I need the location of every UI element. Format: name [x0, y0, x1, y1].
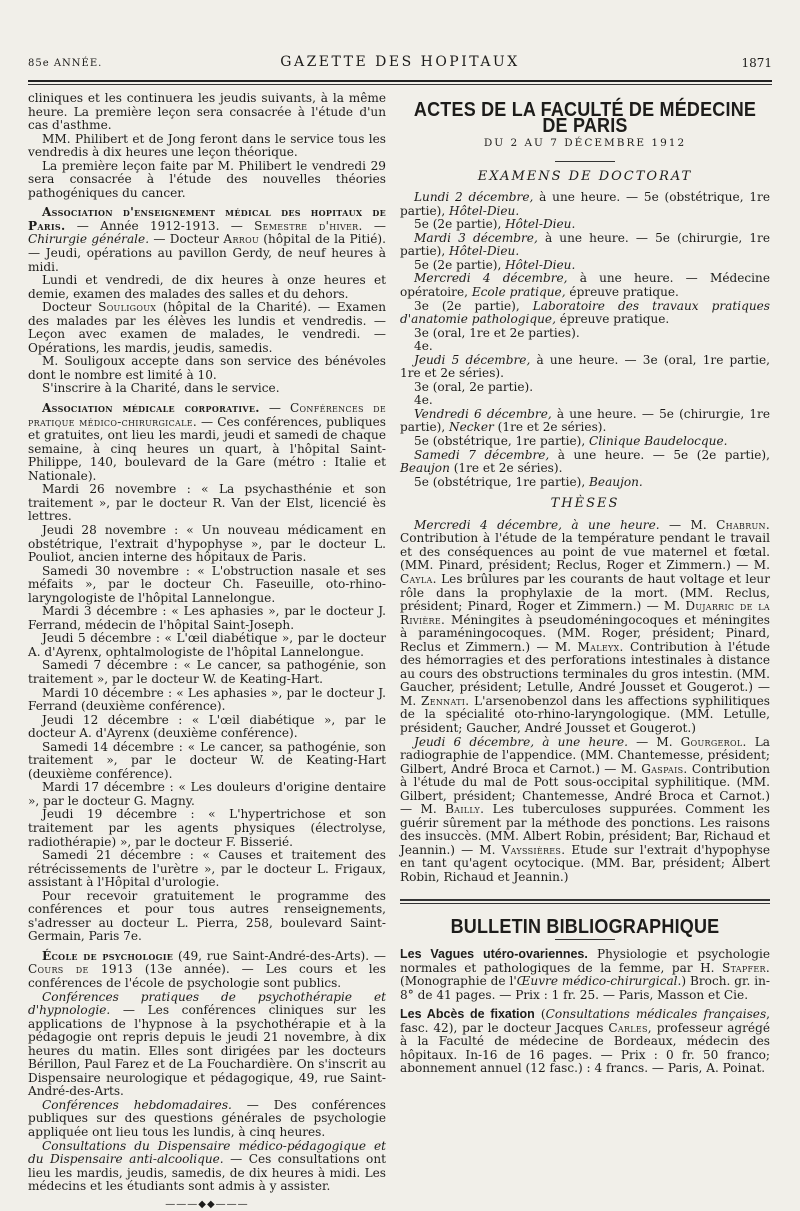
text: Semestre d'hiver. — [254, 218, 363, 233]
paragraph: Lundi et vendredi, de dix heures à onze heures et demie, examen des malades des salles et du dehors. — [28, 273, 386, 301]
book-title: Les Vagues utéro-ovariennes. — [400, 947, 588, 962]
text: 3e (2e partie), — [414, 298, 533, 313]
text: Jeudi 5 décembre, — [414, 352, 531, 367]
announcement-title: École de psychologie — [42, 948, 174, 963]
text: Vendredi 6 décembre, — [414, 406, 552, 421]
text: (1re et 2e séries). — [493, 420, 607, 435]
text: 5e (obstétrique, 1re partie), — [414, 474, 590, 489]
lecture-item: Mardi 17 décembre : « Les douleurs d'origine dentaire », par le docteur G. Magny. — [28, 780, 386, 808]
lecture-item: Pour recevoir gratuitement le programme des conférences et pour tous autres renseignements, s'adresser au docteur L. Pierra, 258, boulevard Saint-Germain, Paris 7e. — [28, 888, 386, 944]
these-entry — [400, 736, 770, 885]
paragraph — [28, 991, 386, 1099]
text: — Des conférences publiques sur des questions générales de psychologie appliquée ont lieu tous les lundis, à cinq heures. — [28, 1097, 386, 1140]
biblio-entry — [400, 1008, 770, 1076]
text: Etude sur l'extrait d'hypophyse en tant qu'agent ocytocique. (MM. Bar, président; Albert Robin, Richaud et Jeannin.) — [400, 842, 771, 884]
lecture-item: Jeudi 19 décembre : « L'hypertrichose et son traitement par les agents physiques (électrolyse, radiothérapie) », par le docteur F. Bisserié. — [28, 807, 386, 849]
author-name: Gaspais. — [641, 761, 688, 776]
text: (49, rue Saint-André-des-Arts). — — [173, 948, 386, 963]
text: , fasc. 42), par le docteur Jacques — [400, 1007, 771, 1035]
text: Hôtel-Dieu. — [449, 203, 520, 218]
text: .) Broch. gr. in-8° de 41 pages. — Prix : 1 fr. 25. — Paris, Masson et Cie. — [400, 974, 770, 1002]
announcement-corporative — [28, 402, 386, 483]
text: Conférences pratiques de psychothérapie et d'hypnologie. — [28, 989, 386, 1018]
text: — M. — [627, 734, 681, 749]
exam-entry — [400, 435, 770, 449]
author-name: Dujarric de la Rivière. — [400, 599, 770, 627]
text: Beaujon. — [589, 474, 643, 489]
text: Laboratoire des travaux pratiques d'anatomie pathologique, — [400, 298, 770, 327]
exam-heading: EXAMENS DE DOCTORAT — [477, 168, 693, 184]
text: Hôtel-Dieu. — [505, 257, 576, 272]
text: Jeudi 6 décembre, à une heure. — [414, 734, 628, 749]
text: — — [362, 218, 386, 233]
header-rule — [28, 80, 772, 82]
text: — Année 1912-1913. — — [65, 218, 255, 233]
section-subtitle: DU 2 AU 7 DÉCEMBRE 1912 — [483, 137, 687, 150]
text: 5e (2e partie), — [414, 257, 506, 272]
lecture-item: Jeudi 12 décembre : « L'œil diabétique », par le docteur A. d'Ayrenx (deuxième conférence). — [28, 712, 386, 741]
author-name: Bailly. — [445, 802, 485, 817]
announcement-enseignement — [28, 206, 386, 274]
text: Cours de 1913 — [28, 962, 133, 977]
divider — [555, 939, 615, 940]
section-title-actes: ACTES DE LA FACULTÉ DE MÉDECINE DE PARIS — [413, 97, 757, 136]
text: — Les conférences cliniques sur les applications de l'hypnose à la psychothérapie et à la pédagogie ont repris depuis le jeudi 21 novembre, à dix heures du matin. Elles sont dirigées par les docteurs Bérillon, Paul Farez et de La Fouchardière. On s'inscrit au Dispensaire neurologique et pédagogique, 49, rue Saint-André-des-Arts. — [28, 1003, 386, 1099]
announcement-title: Association d'enseignement médical des hopitaux de Paris. — [28, 205, 386, 233]
lecture-item: Samedi 14 décembre : « Le cancer, sa pathogénie, son traitement », par le docteur W. de Keating-Hart (deuxième conférence). — [28, 739, 386, 781]
paragraph: cliniques et les continuera les jeudis suivants, à la même heure. La première leçon sera consacrée à l'étude d'un cas d'asthme. — [28, 91, 386, 133]
author-name: Gourgerol. — [680, 734, 747, 749]
paragraph — [28, 301, 386, 355]
exam-entry — [400, 476, 770, 490]
text: (Monographie de l' — [400, 974, 517, 989]
text: ( — [534, 1007, 546, 1022]
paragraph: La première leçon faite par M. Philibert le vendredi 29 sera consacrée à l'étude des nouvelles théories pathogéniques du cancer. — [28, 158, 386, 200]
book-title: Les Abcès de fixation — [400, 1007, 535, 1022]
right-column — [400, 92, 770, 1076]
text: Hôtel-Dieu. — [505, 217, 576, 232]
section-divider — [400, 899, 770, 904]
text: à une heure. — 5e (chirurgie, 1re partie), — [400, 406, 770, 435]
text: — Ces conférences, publiques et gratuites, ont lieu les mardi, jeudi et samedi de chaque semaine, à cinq heures un quart, à l'hôpital Saint-Philippe, 140, boulevard de la Gare (métro : Italie et Nationale). — [28, 414, 386, 483]
paragraph — [28, 1140, 386, 1194]
edition-label: 85e ANNÉE. — [28, 58, 103, 69]
text: à une heure. — 5e (2e partie), — [549, 447, 770, 462]
text: L'arsenobenzol dans les affections syphilitiques de la spécialité oto-rhino-laryngologique. (MM. Letulle, président; Gaucher, André Jousset et Gougerot.) — [400, 693, 771, 735]
author-name: Carles, — [608, 1020, 652, 1035]
paragraph: M. Souligoux accepte dans son service des bénévoles dont le nombre est limité à 10. — [28, 354, 386, 382]
text: Physiologie et psychologie normales et pathologiques de la femme, par H. — [400, 947, 770, 975]
exam-entry — [400, 259, 770, 273]
announcement-psychologie — [28, 950, 386, 991]
exam-entry — [400, 232, 770, 259]
author-name: Cayla. — [400, 571, 437, 586]
doctor-name: Arrou — [223, 232, 259, 247]
text: Consultations médicales françaises — [545, 1007, 767, 1022]
biblio-entry — [400, 948, 770, 1002]
exam-entry — [400, 408, 770, 435]
announcement-title: Association médicale corporative. — [42, 401, 260, 416]
text: Lundi 2 décembre, — [414, 190, 534, 205]
lecture-item: Samedi 7 décembre : « Le cancer, sa pathogénie, son traitement », par le docteur W. de Keating-Hart. — [28, 658, 386, 686]
section-title-bulletin: BULLETIN BIBLIOGRAPHIQUE — [450, 913, 720, 937]
paragraph — [28, 1099, 386, 1140]
text: Necker — [449, 420, 494, 435]
author-name: Chabrun. — [716, 517, 771, 532]
exam-entry: 4e. — [414, 393, 433, 408]
text: à une heure. — Médecine opératoire, — [400, 271, 770, 300]
text: à une heure. — 3e (oral, 1re partie, 1re et 2e séries). — [400, 352, 770, 381]
text: Consultations du Dispensaire médico-pédagogique et du Dispensaire anti-alcoolique. — [28, 1138, 386, 1167]
text: Hôtel-Dieu. — [449, 244, 520, 259]
header-rule-thin — [28, 84, 772, 85]
text: Samedi 7 décembre, — [414, 447, 550, 462]
text: Beaujon — [400, 461, 450, 476]
author-name: Zennati. — [421, 693, 470, 708]
author-name: Maleyx. — [577, 639, 624, 654]
text: Œuvre médico-chirurgical — [516, 974, 678, 989]
text: — Docteur — [149, 232, 224, 247]
author-name: Stapfer. — [721, 960, 770, 975]
text: à une heure. — 5e (chirurgie, 1re partie), — [400, 230, 770, 259]
text: à une heure. — 5e (obstétrique, 1re partie), — [400, 190, 770, 218]
text: Conférences de pratique médico-chirurgicale. — [28, 401, 386, 429]
text: Mercredi 4 décembre, à une heure. — [414, 517, 660, 532]
paragraph: S'inscrire à la Charité, dans le service. — [42, 381, 280, 396]
text: Les tuberculoses suppurées. Comment les guérir sûrement par la méthode des ponctions. Les raisons des insuccès. (MM. Albert Robin, président; Bar, Richaud et Jeannin.) — M. — [400, 802, 770, 857]
text: La radiographie de l'appendice. (MM. Chantemesse, président; Gilbert, André Broca et Carnot.) — M. — [400, 734, 771, 776]
journal-title: GAZETTE DES HOPITAUX — [280, 54, 520, 70]
text: Mercredi 4 décembre, — [414, 271, 568, 286]
text: Les brûlures par les courants de haut voltage et leur rôle dans la prophylaxie de la mort. (MM. Reclus, président; Pinard, Roger et Zimmern.) — M. — [400, 571, 770, 614]
text: — M. — [659, 517, 717, 532]
exam-entry — [400, 449, 770, 476]
exam-entry — [400, 272, 770, 299]
page-header — [28, 54, 772, 78]
text: Clinique Baudelocque. — [589, 434, 728, 449]
text: professeur agrégé à la Faculté de médecine de Bordeaux, médecin des hôpitaux. In-16 de 16 pages. — Prix : 0 fr. 50 franco; abonnement annuel (12 fasc.) : 4 francs. — Paris, A. Poinat. — [400, 1020, 770, 1076]
text: (1re et 2e séries). — [449, 461, 563, 476]
lecture-item: Mardi 26 novembre : « La psychasthénie et son traitement », par le docteur R. Van der Elst, licencié ès lettres. — [28, 482, 386, 524]
lecture-item: Mardi 10 décembre : « Les aphasies », par le docteur J. Ferrand (deuxième conférence). — [28, 685, 386, 714]
text: (hôpital de la Charité). — Examen des malades par les élèves les lundis et vendredis. — Leçon avec examen de malades, le vendredi. — Opérations, les mardis, jeudis, samedis. — [28, 300, 386, 355]
page-number: 1871 — [741, 56, 772, 70]
divider — [555, 161, 615, 162]
exam-entry: 3e (oral, 1re et 2e parties). — [414, 325, 580, 340]
text: (13e année). — Les cours et les conférences de l'école de psychologie sont publics. — [28, 962, 387, 990]
text: 5e (obstétrique, 1re partie), — [414, 434, 590, 449]
author-name: Vayssières. — [501, 842, 566, 857]
text: 5e (2e partie), — [414, 217, 506, 232]
paragraph: MM. Philibert et de Jong feront dans le service tous les vendredis à dix heures une leçon théorique. — [28, 131, 386, 160]
text: Docteur — [42, 300, 99, 315]
text: Méningites à pseudoméningocoques et méningites à paraméningocoques. (MM. Roger, président; Pinard, Reclus et Zimmern.) — M. — [400, 612, 770, 654]
text: Conférences hebdomadaires. — [42, 1097, 232, 1112]
lecture-item: Samedi 21 décembre : « Causes et traitement des rétrécissements de l'urètre », par le docteur L. Frigaux, assistant à l'Hôpital d'urologie. — [28, 848, 386, 890]
text: épreuve pratique. — [565, 285, 679, 300]
exam-entry: 3e (oral, 2e partie). — [414, 379, 534, 394]
these-entry — [400, 519, 770, 736]
text: Chirurgie générale. — [28, 232, 150, 247]
end-ornament: ———◆◆——— — [165, 1198, 249, 1210]
text: Mardi 3 décembre, — [414, 230, 538, 245]
text: Contribution à l'étude des hémorragies et des perforations intestinales à distance au cours des obstructions terminales du gros intestin. (MM. Gaucher, président; Letulle, André Jousset et Gougerot.) — M. — [400, 639, 770, 708]
exam-entry — [400, 218, 770, 232]
text: (hôpital de la Pitié). — Jeudi, opérations au pavillon Gerdy, de neuf heures à midi. — [28, 232, 386, 274]
exam-entry: 4e. — [414, 339, 433, 354]
doctor-name: Souligoux — [98, 300, 157, 315]
exam-entry — [400, 354, 770, 381]
text: Contribution à l'étude du mal de Pott sous-occipital syphilitique. (MM. Gilbert, président; Chantemesse, André Broca et Carnot.) — M. — [400, 761, 770, 817]
text: — Ces consultations ont lieu les mardis, jeudis, samedis, de dix heures à midi. Les médecins et les étudiants sont admis à y assister. — [28, 1152, 386, 1194]
left-column — [28, 92, 386, 1211]
lecture-item: Jeudi 5 décembre : « L'œil diabétique », par le docteur A. d'Ayrenx, ophtalmologiste de l'hôpital Lannelongue. — [28, 631, 386, 659]
text: Ecole pratique, — [471, 285, 566, 300]
text: — — [259, 401, 290, 416]
exam-entry — [400, 191, 770, 218]
text: Contribution à l'étude de la température pendant le travail et des conséquences au point de vue maternel et fœtal. (MM. Pinard, président; Reclus, Roger et Zimmern.) — M. — [400, 531, 770, 573]
theses-heading: THÈSES — [550, 496, 620, 512]
lecture-item: Jeudi 28 novembre : « Un nouveau médicament en obstétrique, l'extrait d'hypophyse », par le docteur L. Pouliot, ancien interne des hôpitaux de Paris. — [28, 522, 386, 565]
exam-entry — [400, 300, 770, 327]
lecture-item: Mardi 3 décembre : « Les aphasies », par le docteur J. Ferrand, médecin de l'hôpital Saint-Joseph. — [28, 604, 386, 632]
lecture-item: Samedi 30 novembre : « L'obstruction nasale et ses méfaits », par le docteur Ch. Faseuille, oto-rhino-laryngologiste de l'hôpital Lannelongue. — [28, 563, 386, 605]
text: épreuve pratique. — [555, 312, 670, 327]
